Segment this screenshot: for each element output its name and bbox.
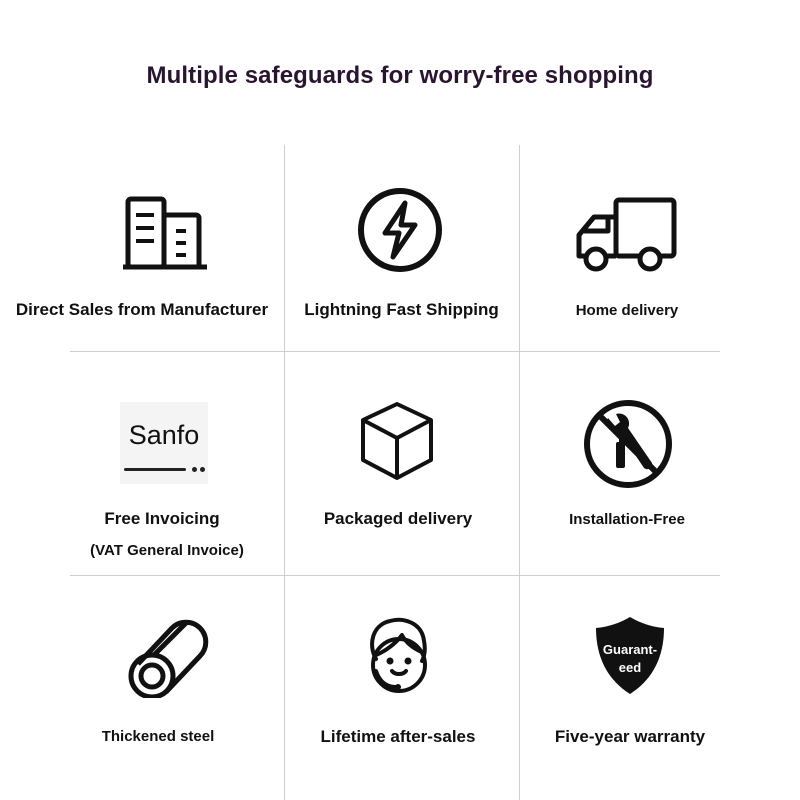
- feature-label: Lifetime after-sales: [320, 727, 476, 746]
- grid-divider: [519, 145, 520, 800]
- feature-label: Installation-Free: [569, 511, 685, 528]
- grid-divider: [284, 145, 285, 800]
- feature-sublabel: (VAT General Invoice): [90, 542, 244, 559]
- badge-line: Guarant-: [602, 642, 658, 657]
- feature-label: Direct Sales from Manufacturer: [15, 300, 269, 319]
- logo-text: Sanfo: [128, 420, 200, 450]
- truck-icon: [574, 195, 680, 275]
- support-agent-icon: [362, 615, 436, 697]
- feature-label: Home delivery: [575, 302, 679, 319]
- building-icon: [120, 195, 210, 273]
- lightning-icon: [355, 185, 445, 275]
- badge-line: eed: [618, 660, 642, 675]
- feature-label: Lightning Fast Shipping: [304, 300, 499, 319]
- sanfo-logo: [120, 402, 208, 484]
- logo-dot: [200, 467, 205, 472]
- feature-label: Thickened steel: [101, 728, 215, 745]
- feature-label: Five-year warranty: [554, 727, 706, 746]
- grid-divider: [70, 575, 720, 576]
- box-icon: [358, 400, 436, 482]
- feature-label: Free Invoicing: [104, 509, 220, 528]
- page-title: Multiple safeguards for worry-free shopping: [146, 62, 654, 89]
- no-tools-icon: [582, 398, 674, 490]
- shield-badge-text: [592, 641, 668, 677]
- logo-dot: [192, 467, 197, 472]
- grid-divider: [70, 351, 720, 352]
- logo-underline: [124, 468, 186, 471]
- steel-pipe-icon: [126, 614, 212, 698]
- feature-label: Packaged delivery: [323, 509, 473, 528]
